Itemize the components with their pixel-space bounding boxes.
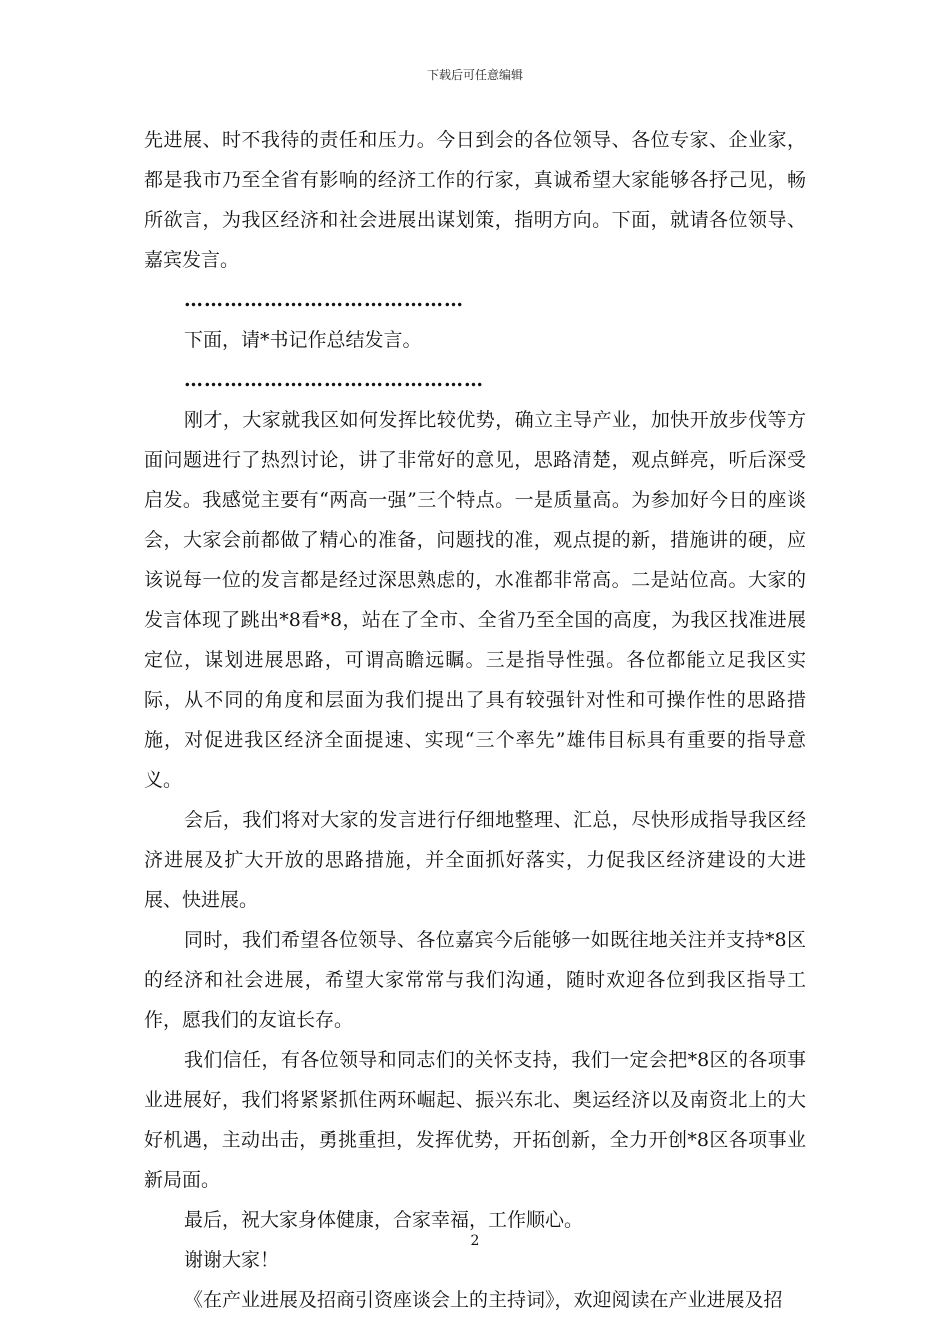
paragraph: 《在产业进展及招商引资座谈会上的主持词》，欢迎阅读在产业进展及招 xyxy=(184,1289,783,1311)
paragraph: 会后，我们将对大家的发言进行仔细地整理、汇总，尽快形成指导我区经济进展及扩大开放的思路措施，并全面抓好落实，力促我区经济建设的大进展、快进展。 xyxy=(144,809,806,911)
paragraph: 同时，我们希望各位领导、各位嘉宾今后能够一如既往地关注并支持*8区的经济和社会进展，希望大家常常与我们沟通，随时欢迎各位到我区指导工作，愿我们的友谊长存。 xyxy=(144,929,806,1031)
document-body xyxy=(144,120,806,1320)
paragraph: 我们信任，有各位领导和同志们的关怀支持，我们一定会把*8区的各项事业进展好，我们将紧紧抓住两环崛起、振兴东北、奥运经济以及南资北上的大好机遇，主动出击，勇挑重担，发挥优势，开拓创新，全力开创*8区各项事业新局面。 xyxy=(144,1049,806,1191)
paragraph: 刚才，大家就我区如何发挥比较优势，确立主导产业，加快开放步伐等方面问题进行了热烈讨论，讲了非常好的意见，思路清楚，观点鲜亮，听后深受启发。我感觉主要有“两高一强”三个特点。一是质量高。为参加好今日的座谈会，大家会前都做了精心的准备，问题找的准，观点提的新，措施讲的硬，应该说每一位的发言都是经过深思熟虑的，水准都非常高。二是站位高。大家的发言体现了跳出*8看*8，站在了全市、全省乃至全国的高度，为我区找准进展定位，谋划进展思路，可谓高瞻远瞩。三是指导性强。各位都能立足我区实际，从不同的角度和层面为我们提出了具有较强针对性和可操作性的思路措施，对促进我区经济全面提速、实现“三个率先”雄伟目标具有重要的指导意义。 xyxy=(144,409,806,791)
ellipsis-separator: …………………………………… xyxy=(184,289,464,311)
page-header: 下载后可任意编辑 xyxy=(426,68,523,82)
paragraph: 下面，请*书记作总结发言。 xyxy=(184,329,422,351)
paragraph: 先进展、时不我待的责任和压力。今日到会的各位领导、各位专家、企业家，都是我市乃至全省有影响的经济工作的行家，真诚希望大家能够各抒己见，畅所欲言，为我区经济和社会进展出谋划策，指明方向。下面，就请各位领导、嘉宾发言。 xyxy=(144,129,806,271)
paragraph: 最后，祝大家身体健康，合家幸福，工作顺心。 xyxy=(184,1209,584,1231)
page-number: 2 xyxy=(470,1233,480,1249)
ellipsis-separator: ……………………………………… xyxy=(184,369,484,391)
paragraph: 谢谢大家！ xyxy=(184,1249,280,1271)
